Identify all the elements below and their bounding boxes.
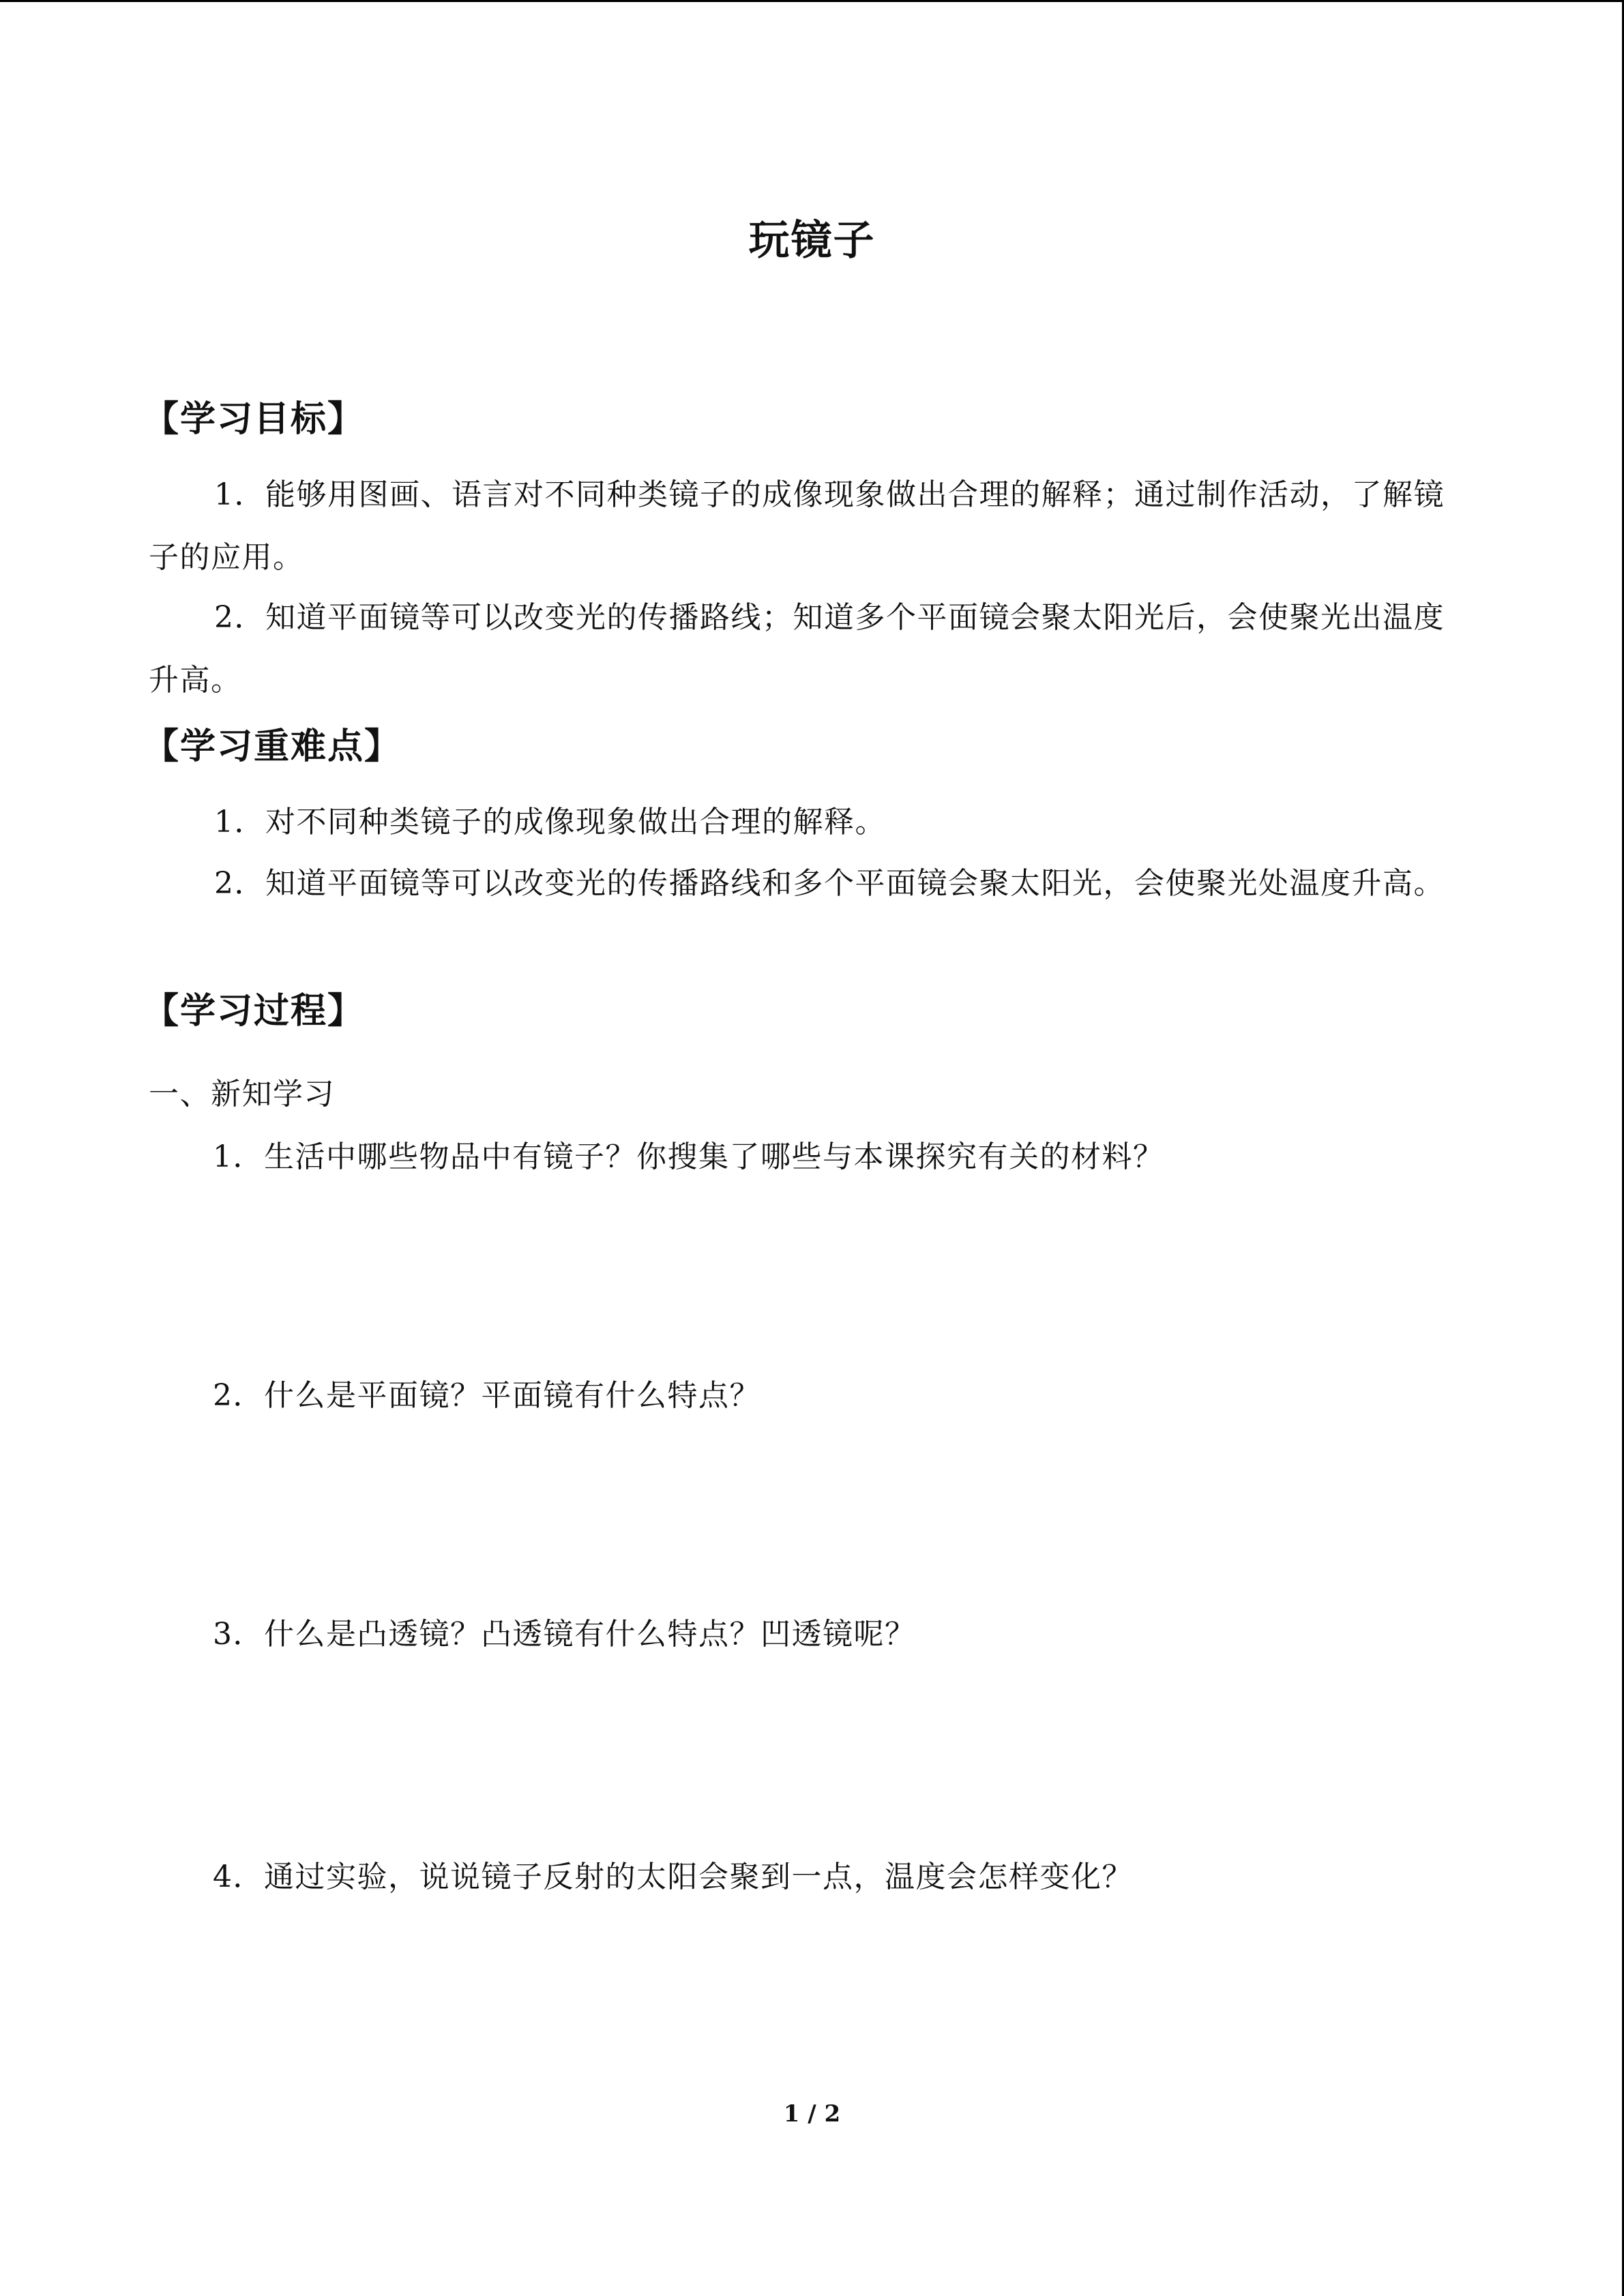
section-heading-process: 【学习过程】 [143, 990, 365, 1032]
page-number: 1 / 2 [783, 2100, 841, 2128]
key-point-item-2: 2．知道平面镜等可以改变光的传播路线和多个平面镜会聚太阳光，会使聚光处温度升高。 [214, 866, 1445, 901]
key-point-item-1: 1．对不同种类镜子的成像现象做出合理的解释。 [214, 805, 886, 839]
page-border-top [0, 0, 1624, 2]
question-3: 3．什么是凸透镜？凸透镜有什么特点？凹透镜呢？ [213, 1617, 916, 1652]
section-heading-goals: 【学习目标】 [143, 398, 365, 440]
section-heading-key-points: 【学习重难点】 [143, 726, 402, 767]
question-2: 2．什么是平面镜？平面镜有什么特点？ [213, 1378, 761, 1413]
question-4: 4．通过实验，说说镜子反射的太阳会聚到一点，温度会怎样变化？ [213, 1860, 1133, 1894]
page-title: 玩镜子 [748, 217, 876, 265]
goal-item-2: 2．知道平面镜等可以改变光的传播路线；知道多个平面镜会聚太阳光后，会使聚光出温度升高。 [149, 600, 1445, 698]
goal-item-1: 1．能够用图画、语言对不同种类镜子的成像现象做出合理的解释；通过制作活动，了解镜子的应用。 [149, 477, 1445, 575]
question-1: 1．生活中哪些物品中有镜子？你搜集了哪些与本课探究有关的材料？ [213, 1139, 1164, 1174]
subheading-new-knowledge: 一、新知学习 [149, 1077, 335, 1112]
